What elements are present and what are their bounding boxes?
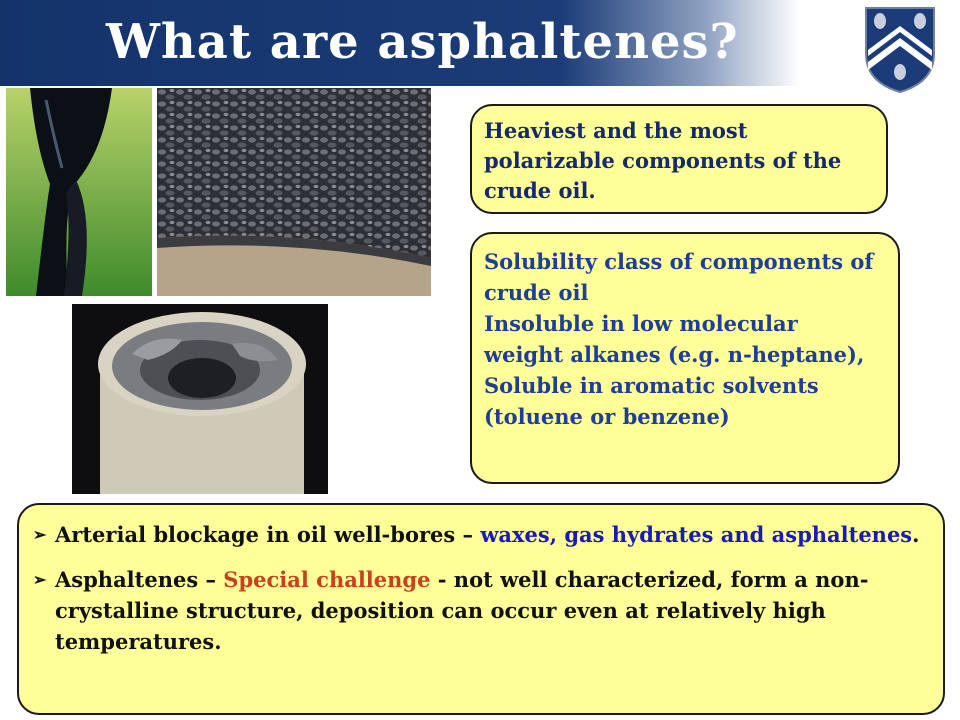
asphalt-gravel-photo bbox=[157, 88, 431, 296]
bullet-item bbox=[33, 564, 923, 657]
callout-heaviest bbox=[470, 104, 888, 214]
clogged-pipe-photo bbox=[72, 304, 328, 494]
highlight-red: Special challenge bbox=[223, 567, 431, 592]
insoluble-soluble-text: Insoluble in low molecular weight alkanes (e.g. n-heptane), Soluble in aromatic solvents (toluene or benzene) bbox=[484, 311, 865, 429]
callout-bullets bbox=[17, 503, 945, 715]
slide-title: What are asphaltenes? bbox=[106, 14, 739, 70]
bullet-text: Arterial blockage in oil well-bores – waxes, gas hydrates and asphaltenes. bbox=[55, 522, 920, 547]
solubility-class-text: Solubility class of components of crude oil bbox=[484, 249, 874, 305]
university-crest-icon bbox=[862, 4, 938, 94]
oil-pour-photo bbox=[6, 88, 152, 296]
arrow-bullet-icon: ➢ bbox=[33, 570, 47, 589]
arrow-bullet-icon: ➢ bbox=[33, 525, 47, 544]
bullet-item bbox=[33, 519, 923, 550]
bullet-text: Asphaltenes – Special challenge - not well characterized, form a non-crystalline structure, deposition can occur even at relatively high temperatures. bbox=[55, 567, 869, 654]
callout-heaviest-text: Heaviest and the most polarizable components of the crude oil. bbox=[484, 118, 842, 203]
highlight-blue: waxes, gas hydrates and asphaltenes bbox=[480, 522, 913, 547]
callout-solubility bbox=[470, 232, 900, 484]
